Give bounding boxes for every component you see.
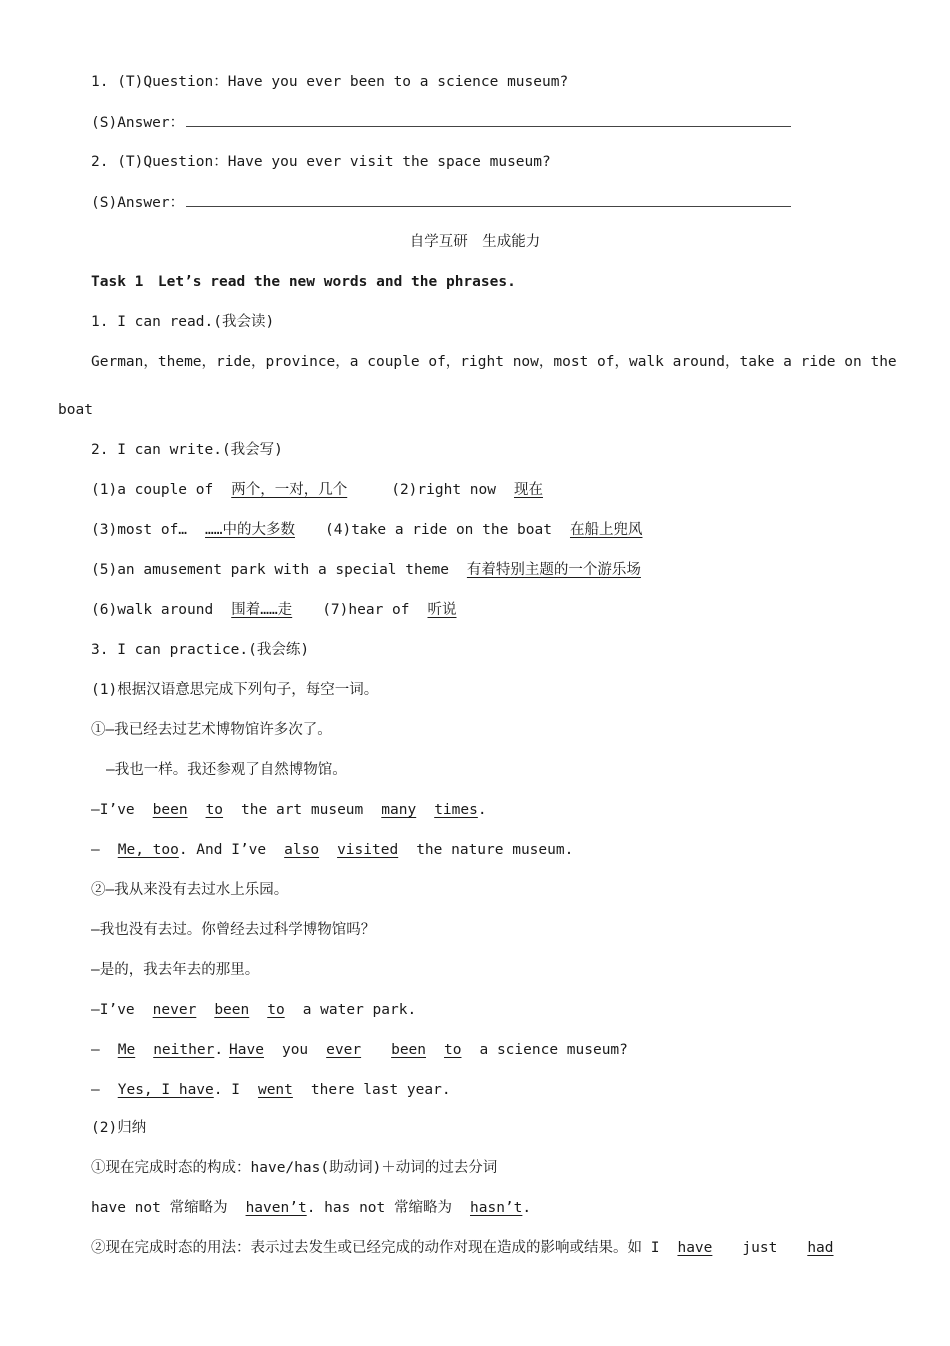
p2-chinese-1: ②—我从来没有去过水上乐园。 [91, 882, 289, 898]
read-words-cont: boat [58, 402, 93, 418]
blank: to [205, 802, 224, 818]
answer: 有着特别主题的一个游乐场 [466, 562, 641, 578]
blank: been [214, 1002, 250, 1018]
summary-1: ①现在完成时态的构成：have/has(助动词)＋动词的过去分词 [91, 1160, 498, 1176]
p2-chinese-3: —是的，我去年去的那里。 [91, 962, 260, 978]
write-row-4 [91, 600, 457, 620]
write-label: 2. I can write.(我会写) [91, 442, 283, 458]
warmup-answer-1 [91, 112, 791, 133]
p1-english-2 [91, 840, 573, 860]
text: . [214, 1042, 224, 1058]
text: — [91, 842, 100, 858]
blank: Me [117, 1042, 136, 1058]
phrase: (2)right now [391, 482, 496, 498]
text: . [477, 802, 487, 818]
text: . And I’ve [178, 842, 267, 858]
practice-instruction: (1)根据汉语意思完成下列句子，每空一词。 [91, 682, 379, 698]
text: the art museum [241, 802, 364, 818]
blank: Yes, I have [117, 1082, 214, 1098]
blank: to [444, 1042, 462, 1058]
text: — [91, 1082, 100, 1098]
blank: visited [337, 842, 399, 858]
phrase: (6)walk around [91, 602, 214, 618]
blank: been [391, 1042, 427, 1058]
blank: Me, too [117, 842, 179, 858]
p2-english-3 [91, 1080, 451, 1100]
answer: 听说 [427, 602, 457, 618]
text: —I’ve [91, 1002, 135, 1018]
section-title: 自学互研 生成能力 [409, 234, 541, 250]
blank: had [807, 1240, 834, 1256]
text: just [742, 1240, 778, 1256]
answer-label: (S)Answer： [91, 115, 185, 131]
practice-label: 3. I can practice.(我会练) [91, 642, 310, 658]
blank: haven’t [245, 1200, 307, 1216]
blank: hasn’t [470, 1200, 523, 1216]
blank: been [152, 802, 188, 818]
blank: never [152, 1002, 197, 1018]
blank: neither [153, 1042, 215, 1058]
text: a science museum? [479, 1042, 628, 1058]
answer: 现在 [513, 482, 543, 498]
text: — [91, 1042, 100, 1058]
blank: many [381, 802, 417, 818]
answer-label: (S)Answer： [91, 195, 185, 211]
blank: ever [326, 1042, 362, 1058]
answer: ……中的大多数 [205, 522, 295, 538]
summary-2 [91, 1198, 531, 1218]
text: . has not 常缩略为 [306, 1200, 452, 1216]
phrase: (7)hear of [322, 602, 410, 618]
answer-blank-1[interactable] [186, 112, 791, 127]
p1-chinese-1: ①—我已经去过艺术博物馆许多次了。 [91, 722, 332, 738]
warmup-question-1: 1. (T)Question：Have you ever been to a science museum? [91, 74, 569, 90]
p1-chinese-2: —我也一样。我还参观了自然博物馆。 [106, 762, 347, 778]
task-title: Task 1 Let’s read the new words and the phrases. [91, 274, 516, 290]
p1-english-1 [91, 800, 487, 820]
blank: went [257, 1082, 293, 1098]
read-words: German，theme，ride，province，a couple of，right now，most of，walk around，take a ride on the [91, 354, 897, 370]
phrase: (1)a couple of [91, 482, 214, 498]
answer: 围着……走 [231, 602, 293, 618]
p2-english-2 [91, 1040, 628, 1060]
text: the nature museum. [416, 842, 574, 858]
text: —I’ve [91, 802, 135, 818]
write-row-2 [91, 520, 642, 540]
summary-3 [91, 1238, 834, 1258]
blank: also [284, 842, 320, 858]
blank: Have [229, 1042, 264, 1058]
text: . I [213, 1082, 240, 1098]
write-row-1 [91, 480, 543, 500]
phrase: (4)take a ride on the boat [325, 522, 552, 538]
summary-label: (2)归纳 [91, 1120, 147, 1136]
read-label: 1. I can read.(我会读) [91, 314, 275, 330]
text: ②现在完成时态的用法：表示过去发生或已经完成的动作对现在造成的影响或结果。如 I [91, 1240, 660, 1256]
write-row-3 [91, 560, 641, 580]
text: a water park. [302, 1002, 417, 1018]
warmup-question-2: 2. (T)Question：Have you ever visit the space museum? [91, 154, 551, 170]
text: have not 常缩略为 [91, 1200, 228, 1216]
p2-chinese-2: —我也没有去过。你曾经去过科学博物馆吗？ [91, 922, 376, 938]
answer: 在船上兜风 [569, 522, 643, 538]
text: . [522, 1200, 532, 1216]
blank: to [267, 1002, 285, 1018]
text: there last year. [310, 1082, 451, 1098]
p2-english-1 [91, 1000, 416, 1020]
phrase: (5)an amusement park with a special theme [91, 562, 449, 578]
blank: have [677, 1240, 713, 1256]
answer-blank-2[interactable] [186, 192, 791, 207]
blank: times [434, 802, 478, 818]
answer: 两个，一对，几个 [231, 482, 348, 498]
warmup-answer-2 [91, 192, 791, 213]
phrase: (3)most of… [91, 522, 188, 538]
text: you [281, 1042, 309, 1058]
